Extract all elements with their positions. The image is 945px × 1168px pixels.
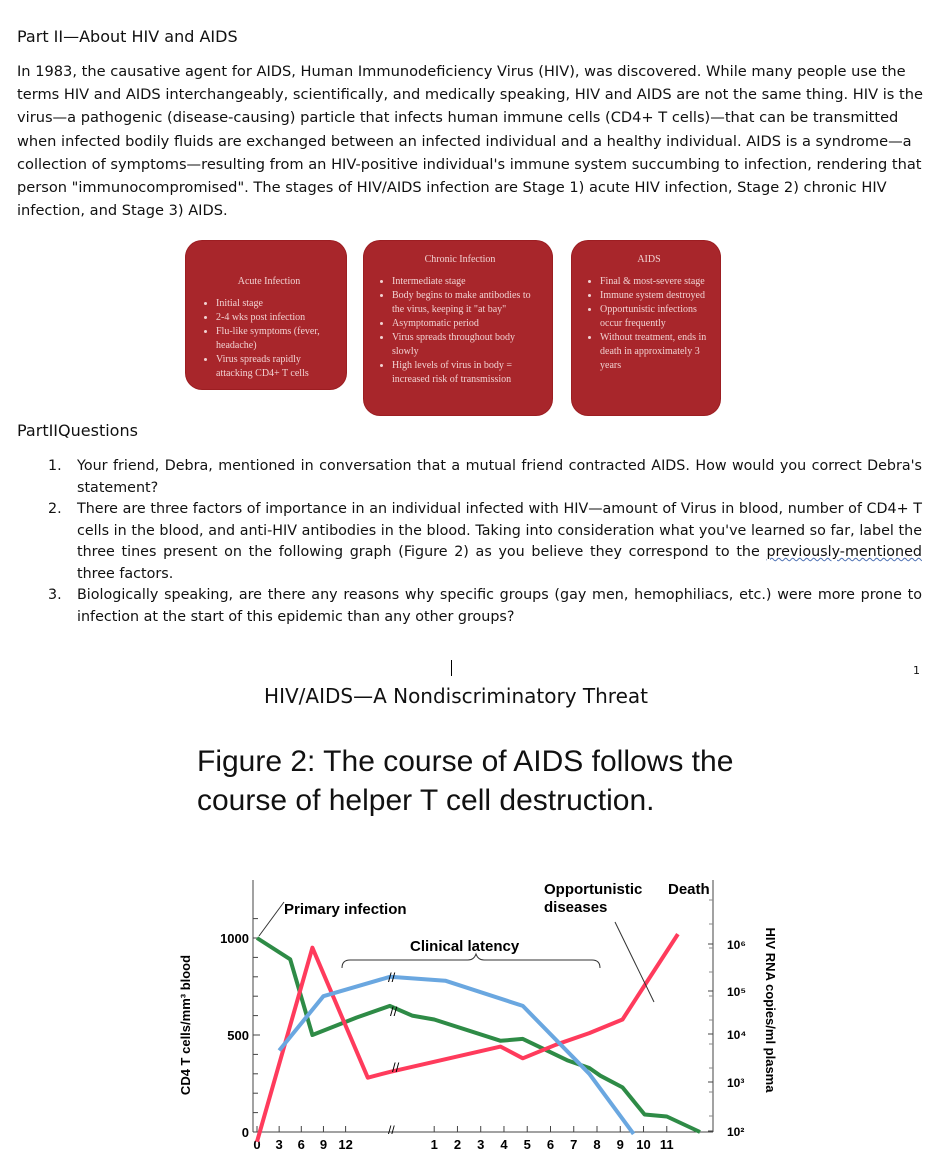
x-tick-label-years: 9 bbox=[616, 1137, 624, 1152]
question-number: 3. bbox=[48, 587, 62, 603]
page-number: 1 bbox=[913, 664, 920, 677]
question-number: 1. bbox=[48, 458, 62, 474]
question-text bbox=[77, 499, 922, 585]
x-tick-label-years: 7 bbox=[570, 1137, 578, 1152]
left-tick-label: 500 bbox=[227, 1028, 249, 1043]
page-header: HIV/AIDS—A Nondiscriminatory Threat bbox=[264, 684, 648, 708]
annotation-death: Death bbox=[668, 881, 710, 898]
question-item bbox=[48, 456, 922, 499]
stage-card-item: • Initial stage bbox=[216, 297, 336, 311]
stage-card-title: Acute Infection bbox=[237, 276, 301, 287]
chart-series bbox=[257, 934, 700, 1142]
part-title: Part II—About HIV and AIDS bbox=[17, 27, 238, 46]
question-item bbox=[48, 499, 922, 585]
x-tick-label-weeks: 9 bbox=[319, 1137, 328, 1152]
x-tick-label-years: 10 bbox=[636, 1137, 651, 1152]
stage-card-item: • Immune system destroyed bbox=[600, 289, 712, 303]
question-text-part: There are three factors of importance in an individual infected with HIV—amount of Virus in blood, number of CD4+ T cells in the blood, and anti-HIV antibodies in the blood. Taking into consideration what you've learned so far, label the three tines present on the following graph (Figure 2) as you believe they correspond to the bbox=[77, 501, 922, 560]
right-tick-label: 10² bbox=[727, 1125, 745, 1139]
annotation-latency-brace bbox=[342, 954, 600, 968]
intro-paragraph: In 1983, the causative agent for AIDS, Human Immunodeficiency Virus (HIV), was discovered. While many people use the terms HIV and AIDS interchangeably, scientifically, and medically speaking, HIV and AIDS are not the same thing. HIV is the virus—a pathogenic (disease-causing) particle that infects human immune cells (CD4+ T cells)—that can be transmitted when infected bodily fluids are exchanged between an infected individual and a healthy individual. AIDS is a syndrome—a collection of symptoms—resulting from an HIV-positive individual's immune system succumbing to infection, rendering that person "immunocompromised". The stages of HIV/AIDS infection are Stage 1) acute HIV infection, Stage 2) chronic HIV infection, and Stage 3) AIDS. bbox=[17, 63, 923, 220]
right-tick-label: 10⁵ bbox=[727, 985, 746, 999]
text-cursor bbox=[451, 660, 452, 676]
stage-card-item: • Without treatment, ends in death in approximately 3 years bbox=[600, 331, 712, 373]
annotation-primary-infection: Primary infection bbox=[284, 901, 407, 918]
x-tick-label-years: 8 bbox=[593, 1137, 601, 1152]
question-text: Your friend, Debra, mentioned in conversation that a mutual friend contracted AIDS. How would you correct Debra's statement? bbox=[77, 458, 922, 496]
stage-card-item: • Asymptomatic period bbox=[392, 317, 542, 331]
x-tick-label-years: 3 bbox=[477, 1137, 485, 1152]
right-tick-label: 10³ bbox=[727, 1076, 745, 1090]
stage-card-item: • 2-4 wks post infection bbox=[216, 311, 336, 325]
annotation-line: diseases bbox=[544, 899, 608, 916]
stage-card-item: • Opportunistic infections occur frequently bbox=[600, 303, 712, 331]
left-tick-label: 0 bbox=[241, 1125, 249, 1140]
x-tick-label-weeks: 0 bbox=[253, 1137, 261, 1152]
series-line-1 bbox=[257, 938, 700, 1132]
aids-course-chart bbox=[160, 860, 945, 1168]
stage-card-chronic bbox=[364, 241, 552, 415]
curve-break-mark: // bbox=[390, 1004, 398, 1019]
x-tick-label-years: 2 bbox=[453, 1137, 462, 1152]
x-tick-label-weeks: 3 bbox=[275, 1137, 283, 1152]
curve-break-mark: // bbox=[388, 970, 396, 985]
stage-card-title: Chronic Infection bbox=[424, 254, 496, 265]
annotation-line: Opportunistic bbox=[544, 881, 643, 898]
x-tick-label-weeks: 6 bbox=[297, 1137, 305, 1152]
left-tick-label: 1000 bbox=[220, 931, 249, 946]
question-number: 2. bbox=[48, 501, 62, 517]
axis-break-mark: // bbox=[388, 1123, 395, 1137]
right-tick-label: 10⁶ bbox=[727, 938, 746, 952]
stage-card-title: AIDS bbox=[637, 254, 661, 265]
x-tick-label-years: 6 bbox=[546, 1137, 555, 1152]
question-text-part: three factors. bbox=[77, 565, 174, 582]
stage-card-item: • Body begins to make antibodies to the virus, keeping it "at bay" bbox=[392, 289, 542, 317]
stage-card-item: • Virus spreads throughout body slowly bbox=[392, 331, 542, 359]
spellcheck-underlined-word: previously-mentioned bbox=[766, 544, 922, 560]
x-tick-label-years: 5 bbox=[523, 1137, 531, 1152]
x-tick-label-years: 11 bbox=[659, 1137, 674, 1152]
stage-card-item: • High levels of virus in body = increased risk of transmission bbox=[392, 359, 542, 387]
annotation-leader-line bbox=[259, 902, 284, 936]
annotation-opportunistic-diseases bbox=[544, 881, 642, 916]
annotation-clinical-latency: Clinical latency bbox=[410, 938, 520, 955]
stage-card-acute bbox=[186, 241, 346, 389]
stage-card-item: • Final & most-severe stage bbox=[600, 275, 712, 289]
stage-card-item: • Intermediate stage bbox=[392, 275, 542, 289]
x-tick-label-years: 1 bbox=[430, 1137, 438, 1152]
questions-title: PartIIQuestions bbox=[17, 421, 138, 440]
x-tick-label-weeks: 12 bbox=[338, 1137, 353, 1152]
right-tick-label: 10⁴ bbox=[727, 1028, 747, 1042]
question-text: Biologically speaking, are there any reasons why specific groups (gay men, hemophiliacs, etc.) were more prone to infection at the start of this epidemic than any other groups? bbox=[77, 587, 922, 625]
curve-break-mark: // bbox=[392, 1060, 400, 1075]
question-item bbox=[48, 585, 922, 628]
left-axis-label: CD4 T cells/mm³ blood bbox=[178, 954, 193, 1096]
stage-card-item: • Flu-like symptoms (fever, headache) bbox=[216, 325, 336, 353]
questions-list bbox=[48, 456, 922, 628]
annotation-leader-line bbox=[615, 922, 654, 1002]
x-tick-label-years: 4 bbox=[500, 1137, 508, 1152]
figure-title: Figure 2: The course of AIDS follows the course of helper T cell destruction. bbox=[197, 745, 734, 817]
stage-card-item: • Virus spreads rapidly attacking CD4+ T cells bbox=[216, 353, 336, 381]
right-axis-label: HIV RNA copies/ml plasma bbox=[763, 927, 778, 1093]
stage-card-aids bbox=[572, 241, 720, 415]
